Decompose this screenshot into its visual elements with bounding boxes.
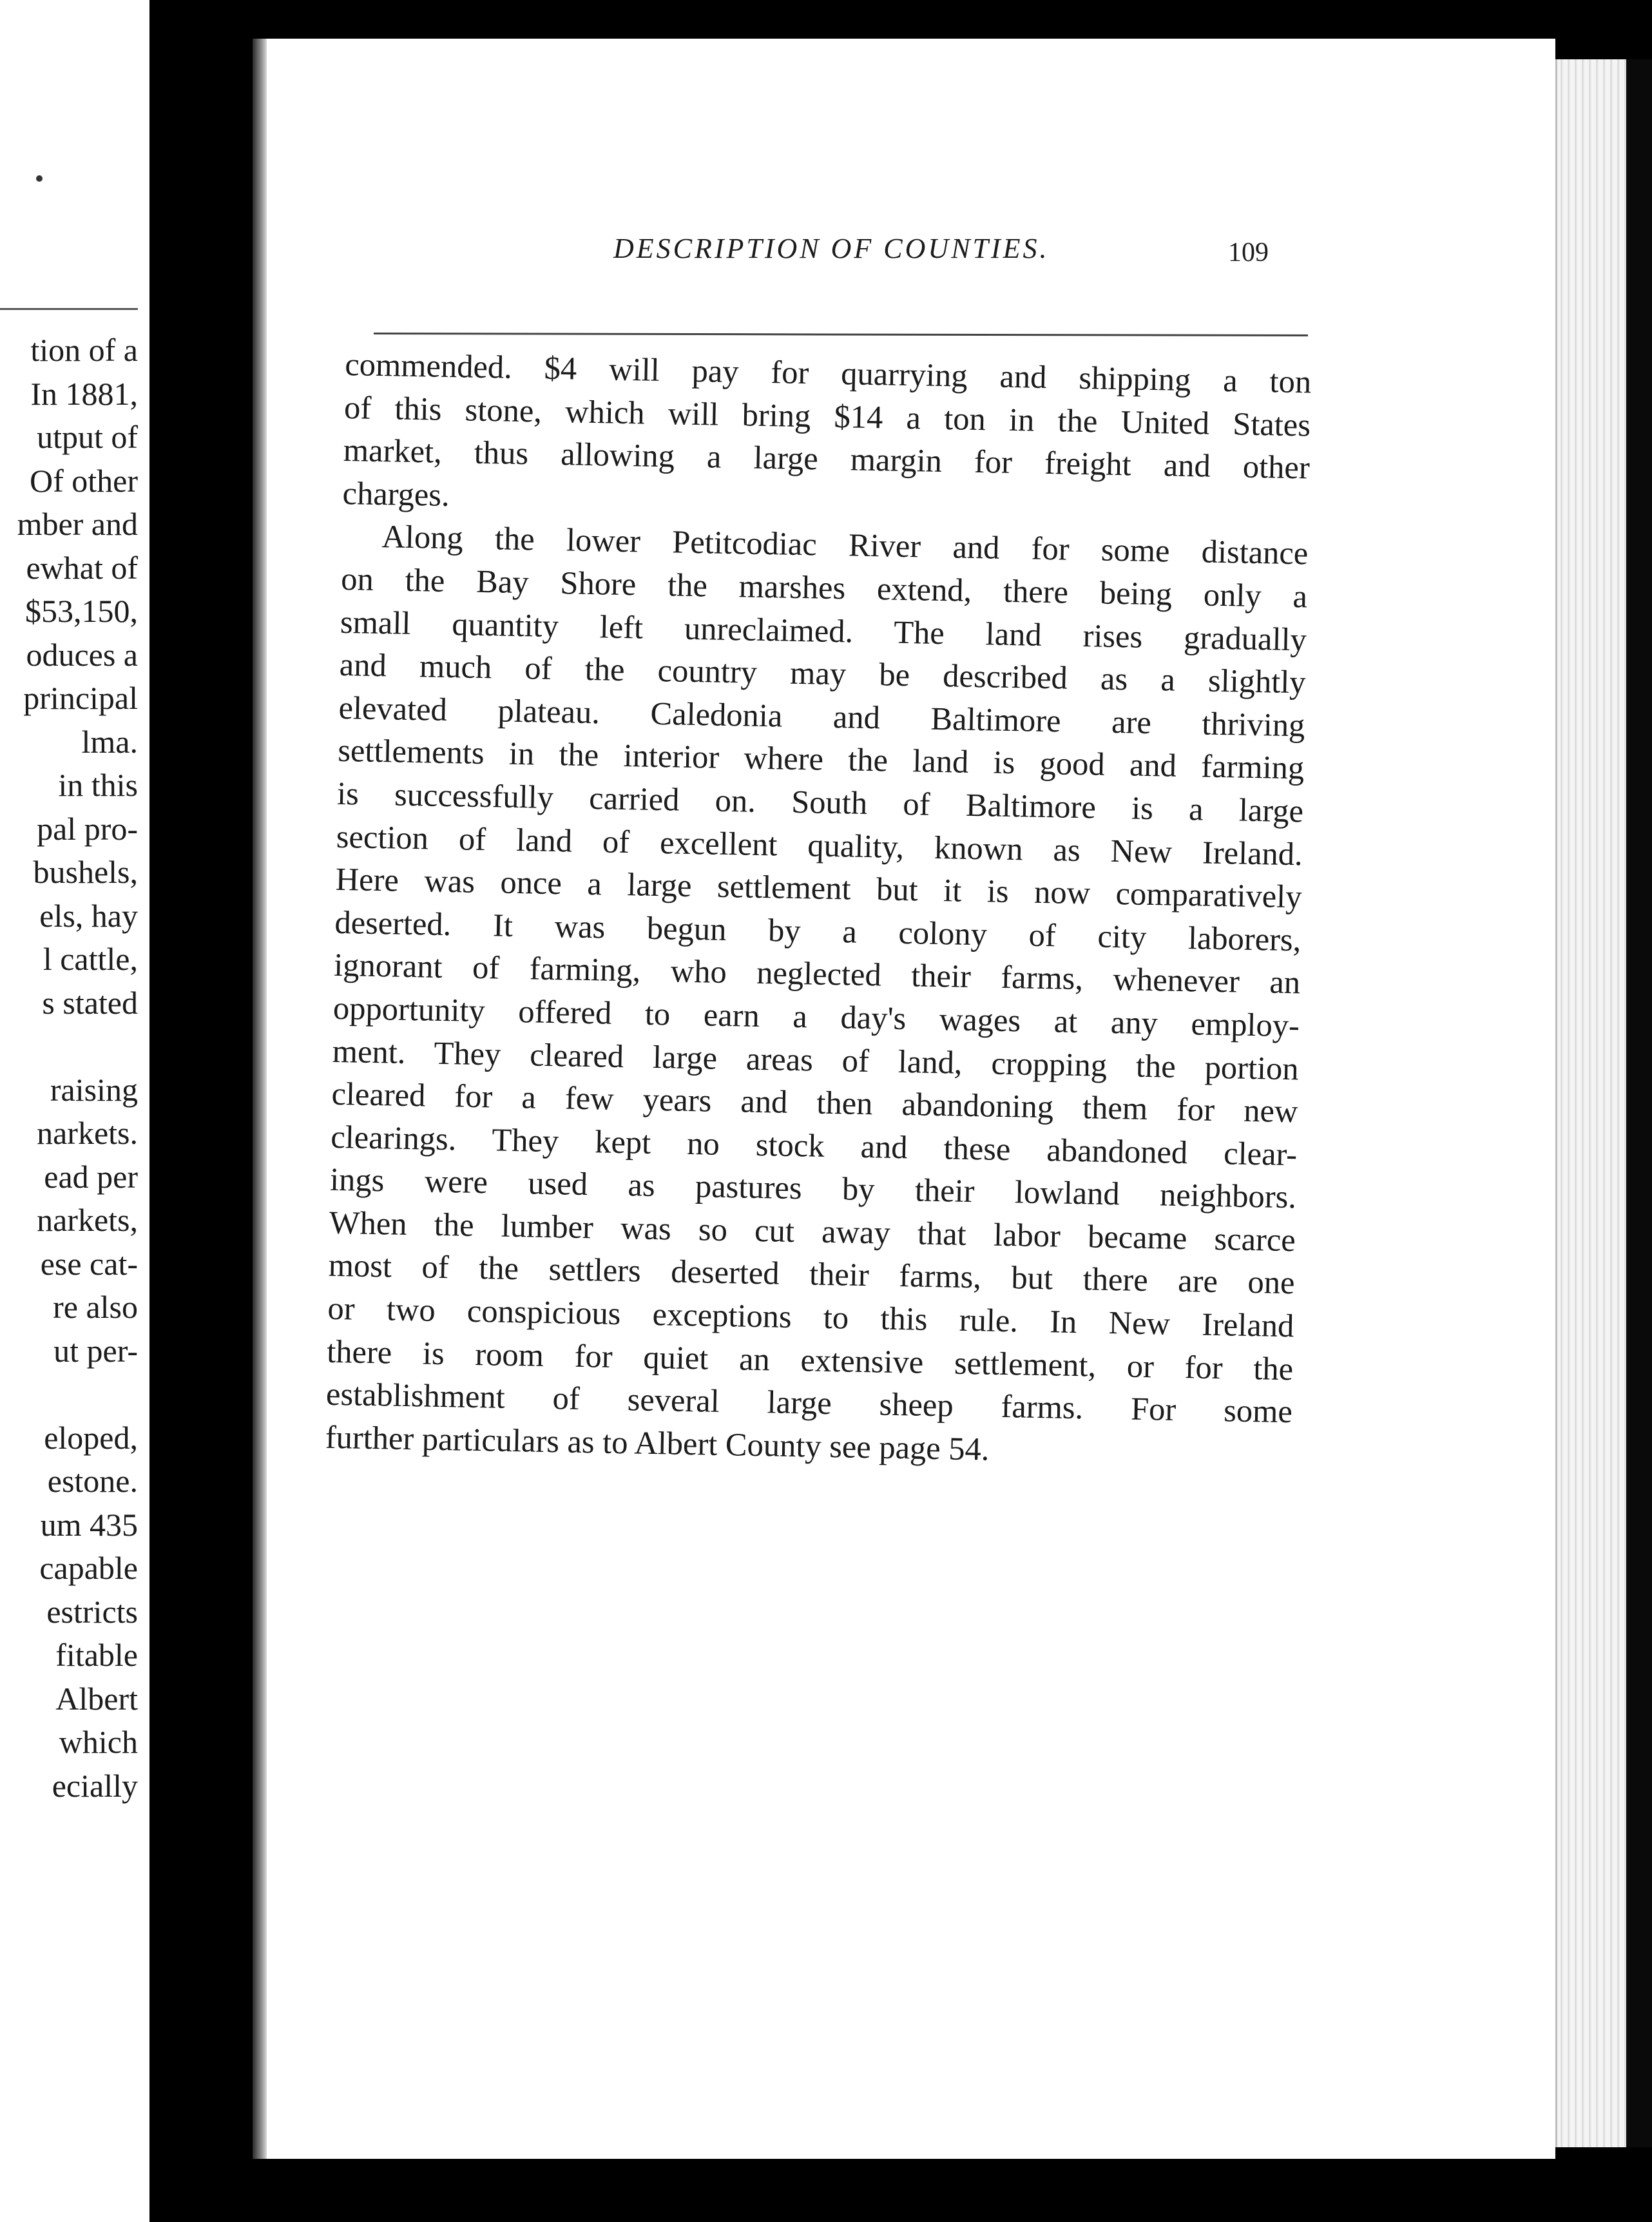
text-line: ment. They cleared large areas of land, cropping the portion — [332, 1032, 1300, 1087]
text-line: Here was once a large settlement but it is now comparatively — [335, 860, 1303, 915]
left-line: in this — [58, 767, 138, 803]
text-line: deserted. It was begun by a colony of city laborers, — [334, 903, 1301, 958]
page-number: 109 — [1228, 238, 1269, 267]
left-line-gap — [0, 1373, 138, 1416]
text-line: further particulars as to Albert County see page 54. — [325, 1418, 990, 1467]
text-line: section of land of excellent quality, known as New Ireland. — [336, 818, 1303, 872]
left-line: um 435 — [40, 1506, 138, 1543]
text-line: is successfully carried on. South of Baltimore is a large — [336, 775, 1304, 829]
text-line: ignorant of farming, who neglected their farms, whenever an — [333, 947, 1301, 1001]
left-line: eloped, — [44, 1419, 138, 1456]
left-line: bushels, — [33, 854, 138, 890]
text-line: on the Bay Shore the marshes extend, there being only a — [340, 560, 1308, 615]
left-line: which — [59, 1724, 138, 1760]
left-line: In 1881, — [30, 375, 138, 412]
text-line: charges. — [342, 474, 450, 513]
left-line-gap — [0, 1025, 138, 1068]
left-line: estricts — [46, 1593, 138, 1630]
left-line: s stated — [42, 984, 138, 1021]
text-line: settlements in the interior where the land is good and farming — [337, 732, 1305, 786]
left-line: principal — [23, 680, 138, 716]
running-head-title: DESCRIPTION OF COUNTIES. — [613, 233, 1050, 264]
text-line: elevated plateau. Caledonia and Baltimore are thriving — [338, 689, 1305, 744]
left-line: ecially — [52, 1767, 138, 1804]
left-line: ewhat of — [26, 549, 138, 586]
left-line: capable — [39, 1550, 138, 1586]
text-line: cleared for a few years and then abandoning them for new — [331, 1075, 1298, 1130]
text-line: there is room for quiet an extensive settlement, or for the — [326, 1333, 1294, 1387]
left-line: oduces a — [26, 636, 138, 673]
running-head — [335, 232, 1301, 277]
left-line: raising — [50, 1071, 138, 1108]
left-line: els, hay — [39, 897, 138, 934]
page-edge-shadow — [1626, 59, 1652, 2147]
left-line: estone. — [47, 1463, 138, 1499]
text-line: ings were used as pastures by their lowland neighbors. — [329, 1161, 1297, 1215]
text-line: or two conspicious exceptions to this rule. In New Ireland — [327, 1290, 1294, 1344]
left-line: fitable — [55, 1637, 138, 1673]
left-line: re also — [53, 1289, 138, 1325]
text-line: commended. $4 will pay for quarrying and shipping a ton — [344, 345, 1312, 400]
left-page-header-rule — [0, 308, 138, 310]
left-line: mber and — [17, 506, 138, 542]
text-line: When the lumber was so cut away that labor became scarce — [329, 1204, 1296, 1259]
left-line: pal pro- — [37, 810, 138, 847]
text-line: establishment of several large sheep farms. For some — [325, 1375, 1293, 1430]
left-page-fragment — [0, 0, 149, 2222]
text-line: of this stone, which will bring $14 a ton in the United States — [343, 389, 1311, 443]
left-line: Of other — [30, 462, 138, 499]
text-line: and much of the country may be described as a slightly — [339, 646, 1307, 700]
left-line: lma. — [81, 723, 138, 760]
left-line: ead per — [44, 1158, 138, 1195]
left-line: l cattle, — [43, 941, 138, 977]
body-text — [325, 343, 1311, 1476]
left-line: utput of — [37, 419, 138, 455]
text-line: most of the settlers deserted their farms, but there are one — [328, 1247, 1296, 1301]
left-line: tion of a — [30, 332, 138, 368]
text-line: market, thus allowing a large margin for freight and other — [343, 432, 1311, 486]
left-line: $53,150, — [25, 593, 138, 629]
left-line: ut per- — [53, 1332, 138, 1369]
left-line: narkets, — [37, 1202, 138, 1238]
left-line: Albert — [55, 1680, 138, 1717]
left-page-text — [0, 329, 138, 1808]
left-line: narkets. — [37, 1115, 138, 1151]
text-line: Along the lower Petitcodiac River and for some distance — [381, 518, 1309, 572]
left-line: ese cat- — [40, 1245, 138, 1282]
left-page-dot-mark — [36, 175, 43, 182]
book-gutter — [149, 0, 267, 2222]
text-line: clearings. They kept no stock and these abandoned clear- — [330, 1118, 1298, 1172]
text-line: small quantity left unreclaimed. The land rises gradually — [340, 603, 1307, 657]
page-curl-shadow — [253, 39, 267, 2159]
page-stack-edges — [1555, 59, 1628, 2147]
text-line: opportunity offered to earn a day's wages at any employ- — [332, 989, 1300, 1044]
